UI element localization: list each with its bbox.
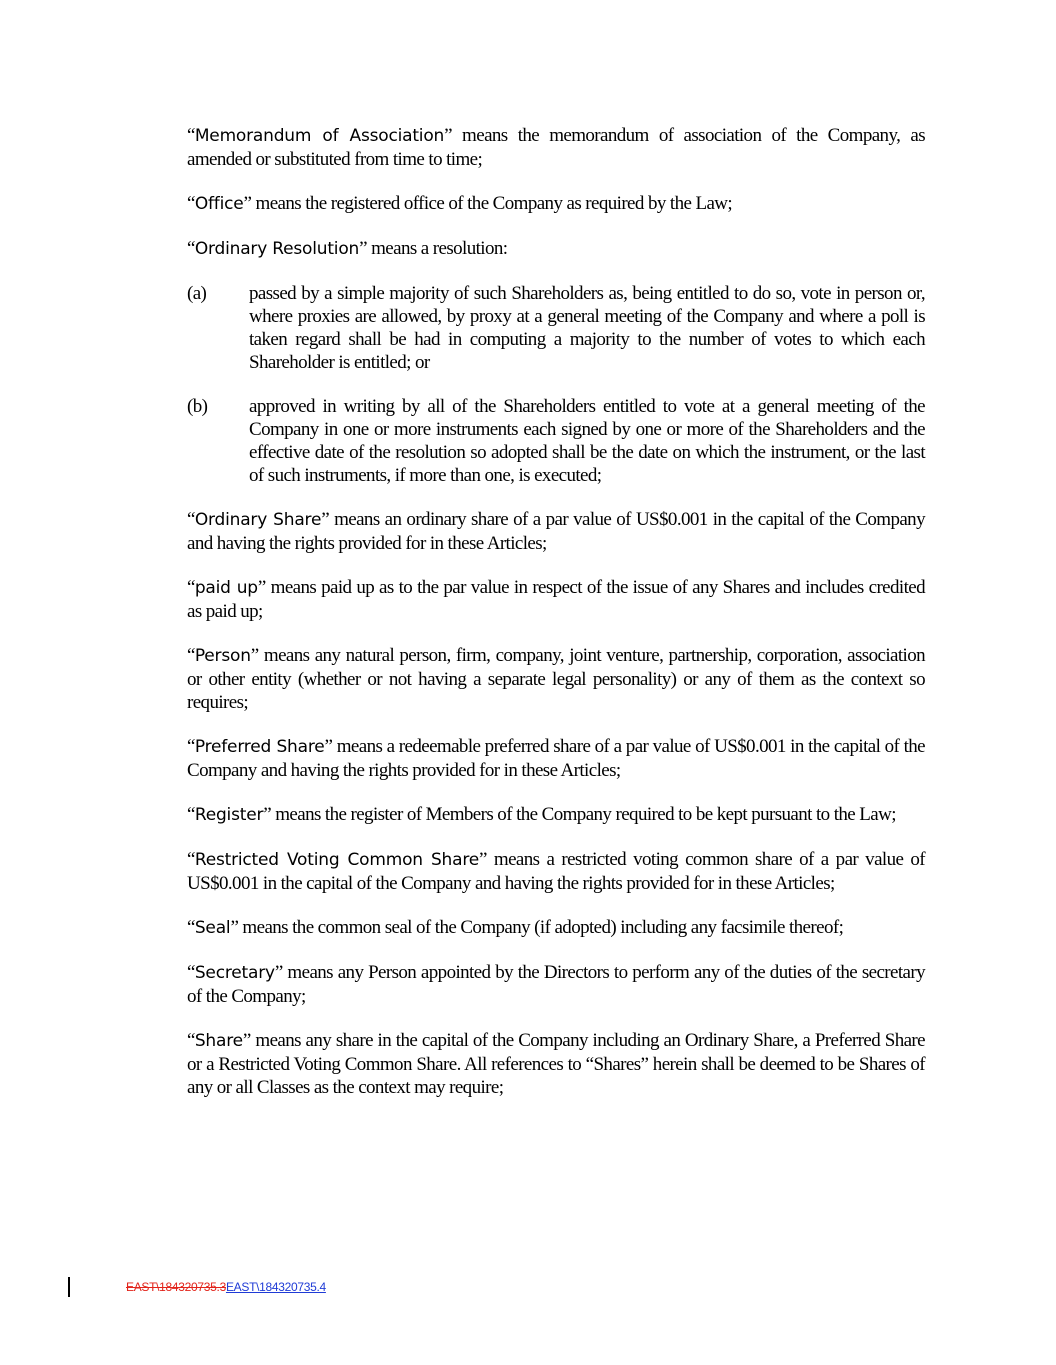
definition-memorandum-of-association: “Memorandum of Association” means the memorandum of association of the Company, as amended or substituted from time to time; xyxy=(187,125,925,170)
item-label: (a) xyxy=(187,283,207,304)
definition-text: means any share in the capital of the Company including an Ordinary Share, a Preferred Share or a Restricted Voting Common Share. All references to “Shares” herein shall be deemed to be Shares of any or all Classes as the context may require; xyxy=(187,1030,925,1098)
definition-office: “Office” means the registered office of the Company as required by the Law; xyxy=(187,193,733,214)
definition-text: means any natural person, firm, company, joint venture, partnership, corporation, association or other entity (whether or not having a separate legal personality) or any of them as the context so requires; xyxy=(187,645,925,713)
item-text: passed by a simple majority of such Shareholders as, being entitled to do so, vote in person or, where proxies are allowed, by proxy at a general meeting of the Company and where a poll is taken regard shall be had in computing a majority to the number of votes to which each Shareholder is entitled; or xyxy=(249,283,925,373)
defined-term: Restricted Voting Common Share xyxy=(194,850,480,870)
defined-term: Office xyxy=(194,194,244,214)
defined-term: Ordinary Share xyxy=(194,510,322,530)
defined-term: paid up xyxy=(194,578,258,598)
defined-term: Seal xyxy=(194,918,231,938)
definition-text: means the register of Members of the Company required to be kept pursuant to the Law; xyxy=(271,804,896,825)
definition-paid-up: “paid up” means paid up as to the par value in respect of the issue of any Shares and includes credited as paid up; xyxy=(187,577,925,622)
definition-preferred-share: “Preferred Share” means a redeemable preferred share of a par value of US$0.001 in the capital of the Company and having the rights provided for in these Articles; xyxy=(187,736,925,781)
document-footer-reference xyxy=(126,1280,326,1294)
definition-text: means a resolution: xyxy=(366,238,508,259)
definition-person: “Person” means any natural person, firm, company, joint venture, partnership, corporation, association or other entity (whether or not having a separate legal personality) or any of them as the context so requires; xyxy=(187,645,925,713)
definition-text: means the memorandum of association of the Company, as amended or substituted from time to time; xyxy=(187,125,925,170)
definition-text: means any Person appointed by the Directors to perform any of the duties of the secretary of the Company; xyxy=(187,962,925,1007)
revision-change-bar xyxy=(68,1277,70,1297)
defined-term: Preferred Share xyxy=(194,737,325,757)
inserted-reference: EAST\184320735.4 xyxy=(225,1280,326,1294)
definition-text: means a redeemable preferred share of a par value of US$0.001 in the capital of the Company and having the rights provided for in these Articles; xyxy=(187,736,925,781)
defined-term: Register xyxy=(194,805,264,825)
definition-text: means an ordinary share of a par value of US$0.001 in the capital of the Company and having the rights provided for in these Articles; xyxy=(187,509,925,554)
definition-text: means the registered office of the Company as required by the Law; xyxy=(251,193,733,214)
definition-ordinary-share: “Ordinary Share” means an ordinary share of a par value of US$0.001 in the capital of the Company and having the rights provided for in these Articles; xyxy=(187,509,925,554)
definition-ordinary-resolution: “Ordinary Resolution” means a resolution: xyxy=(187,238,508,259)
definition-text: means a restricted voting common share of a par value of US$0.001 in the capital of the Company and having the rights provided for in these Articles; xyxy=(187,849,925,894)
defined-term: Person xyxy=(194,646,251,666)
definition-register: “Register” means the register of Members of the Company required to be kept pursuant to the Law; xyxy=(187,804,896,825)
item-label: (b) xyxy=(187,396,208,417)
definition-secretary: “Secretary” means any Person appointed by the Directors to perform any of the duties of the secretary of the Company; xyxy=(187,962,925,1007)
defined-term: Secretary xyxy=(194,963,275,983)
resolution-item-a xyxy=(187,282,925,374)
definition-text: means paid up as to the par value in respect of the issue of any Shares and includes credited as paid up; xyxy=(187,577,925,622)
defined-term: Ordinary Resolution xyxy=(194,239,360,259)
item-text: approved in writing by all of the Shareholders entitled to vote at a general meeting of the Company in one or more instruments each signed by one or more of the Shareholders and the effective date of the resolution so adopted shall be the date on which the instrument, or the last of such instruments, if more than one, is executed; xyxy=(249,396,925,486)
defined-term: Memorandum of Association xyxy=(194,126,445,146)
definition-share: “Share” means any share in the capital of the Company including an Ordinary Share, a Preferred Share or a Restricted Voting Common Share. All references to “Shares” herein shall be deemed to be Shares of any or all Classes as the context may require; xyxy=(187,1030,925,1098)
resolution-item-b xyxy=(187,395,925,487)
defined-term: Share xyxy=(194,1031,243,1051)
definition-restricted-voting-common-share: “Restricted Voting Common Share” means a restricted voting common share of a par value of US$0.001 in the capital of the Company and having the rights provided for in these Articles; xyxy=(187,849,925,894)
definition-seal: “Seal” means the common seal of the Company (if adopted) including any facsimile thereof; xyxy=(187,917,844,938)
definitions-body xyxy=(187,124,925,1120)
deleted-reference: EAST\184320735.3 xyxy=(126,1280,226,1294)
definition-text: means the common seal of the Company (if adopted) including any facsimile thereof; xyxy=(238,917,844,938)
